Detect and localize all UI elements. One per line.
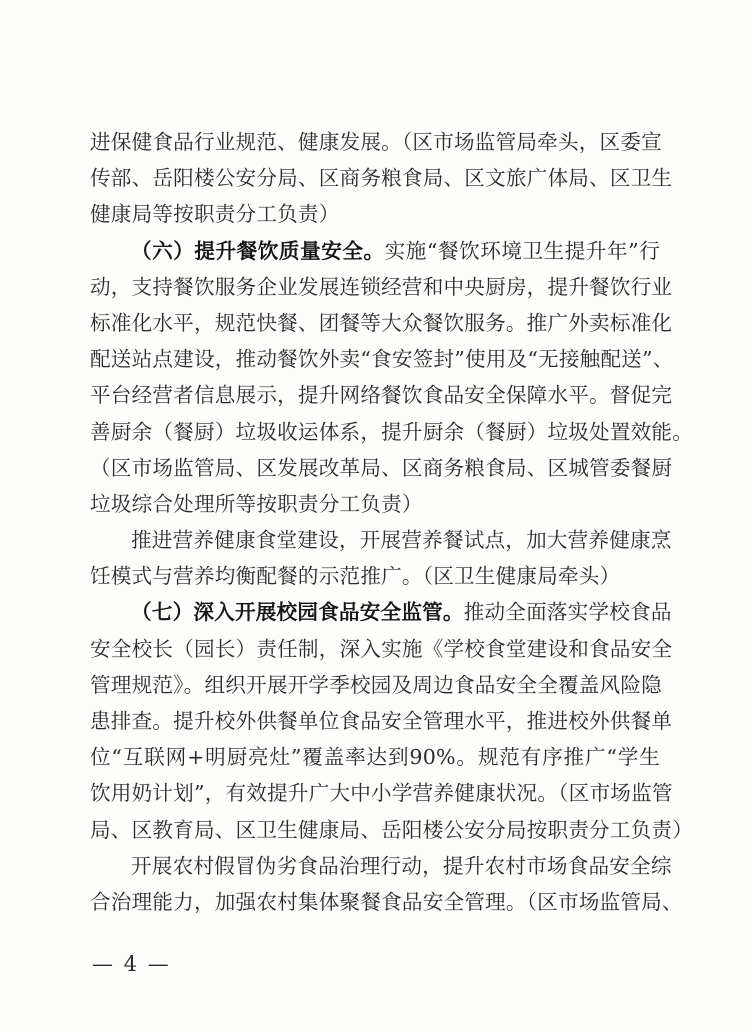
section-text: 实施“餐饮环境卫生提升年”行 (384, 238, 661, 263)
text-line: 动，支持餐饮服务企业发展连锁经营和中央厨房，提升餐饮行业 (90, 274, 673, 299)
text-line: 传部、岳阳楼公安分局、区商务粮食局、区文旅广体局、区卫生 (90, 166, 673, 191)
text-line: 进保健食品行业规范、健康发展。（区市场监管局牵头，区委宣 (90, 130, 662, 154)
text-line: 推进营养健康食堂建设，开展营养餐试点，加大营养健康烹 (131, 528, 672, 553)
section-heading: （六）提升餐饮质量安全。 (131, 238, 385, 263)
text-line: （区市场监管局、区发展改革局、区商务粮食局、区城管委餐厨 (90, 455, 673, 480)
text-line: 位“互联网+明厨亮灶”覆盖率达到90%。规范有序推广“学生 (90, 745, 660, 770)
text-line: 健康局等按职责分工负责） (90, 202, 340, 227)
text-line: 合治理能力，加强农村集体聚餐食品安全管理。（区市场监管局、 (90, 889, 683, 914)
text-line: 饪模式与营养均衡配餐的示范推广。（区卫生健康局牵头） (90, 564, 621, 589)
section-text: 推动全面落实学校食品 (463, 600, 672, 625)
text-line: 患排查。提升校外供餐单位食品安全管理水平，推进校外供餐单 (90, 709, 673, 733)
text-line: 局、区教育局、区卫生健康局、岳阳楼公安分局按职责分工负责） (90, 817, 694, 842)
text-line: 安全校长（园长）责任制，深入实施《学校食堂建设和食品安全 (90, 636, 673, 661)
text-line: 平台经营者信息展示，提升网络餐饮食品安全保障水平。督促完 (90, 383, 673, 408)
page-number: — 4 — (92, 952, 171, 976)
text-line: 开展农村假冒伪劣食品治理行动，提升农村市场食品安全综 (131, 853, 672, 878)
body-text (90, 124, 694, 920)
section-heading-line (90, 594, 672, 630)
text-line: 管理规范》。组织开展开学季校园及周边食品安全全覆盖风险隐 (90, 672, 662, 697)
text-line: 配送站点建设，推动餐饮外卖“食安签封”使用及“无接触配送”、 (90, 347, 674, 372)
text-line: 标准化水平，规范快餐、团餐等大众餐饮服务。推广外卖标准化 (90, 310, 673, 335)
section-heading: （七）深入开展校园食品安全监管。 (131, 600, 464, 625)
text-line: 善厨余（餐厨）垃圾收运体系，提升厨余（餐厨）垃圾处置效能。 (90, 419, 694, 444)
text-line: 饮用奶计划”，有效提升广大中小学营养健康状况。（区市场监管 (90, 781, 673, 806)
text-line: 垃圾综合处理所等按职责分工负责） (90, 491, 423, 516)
section-heading-line (90, 233, 660, 269)
